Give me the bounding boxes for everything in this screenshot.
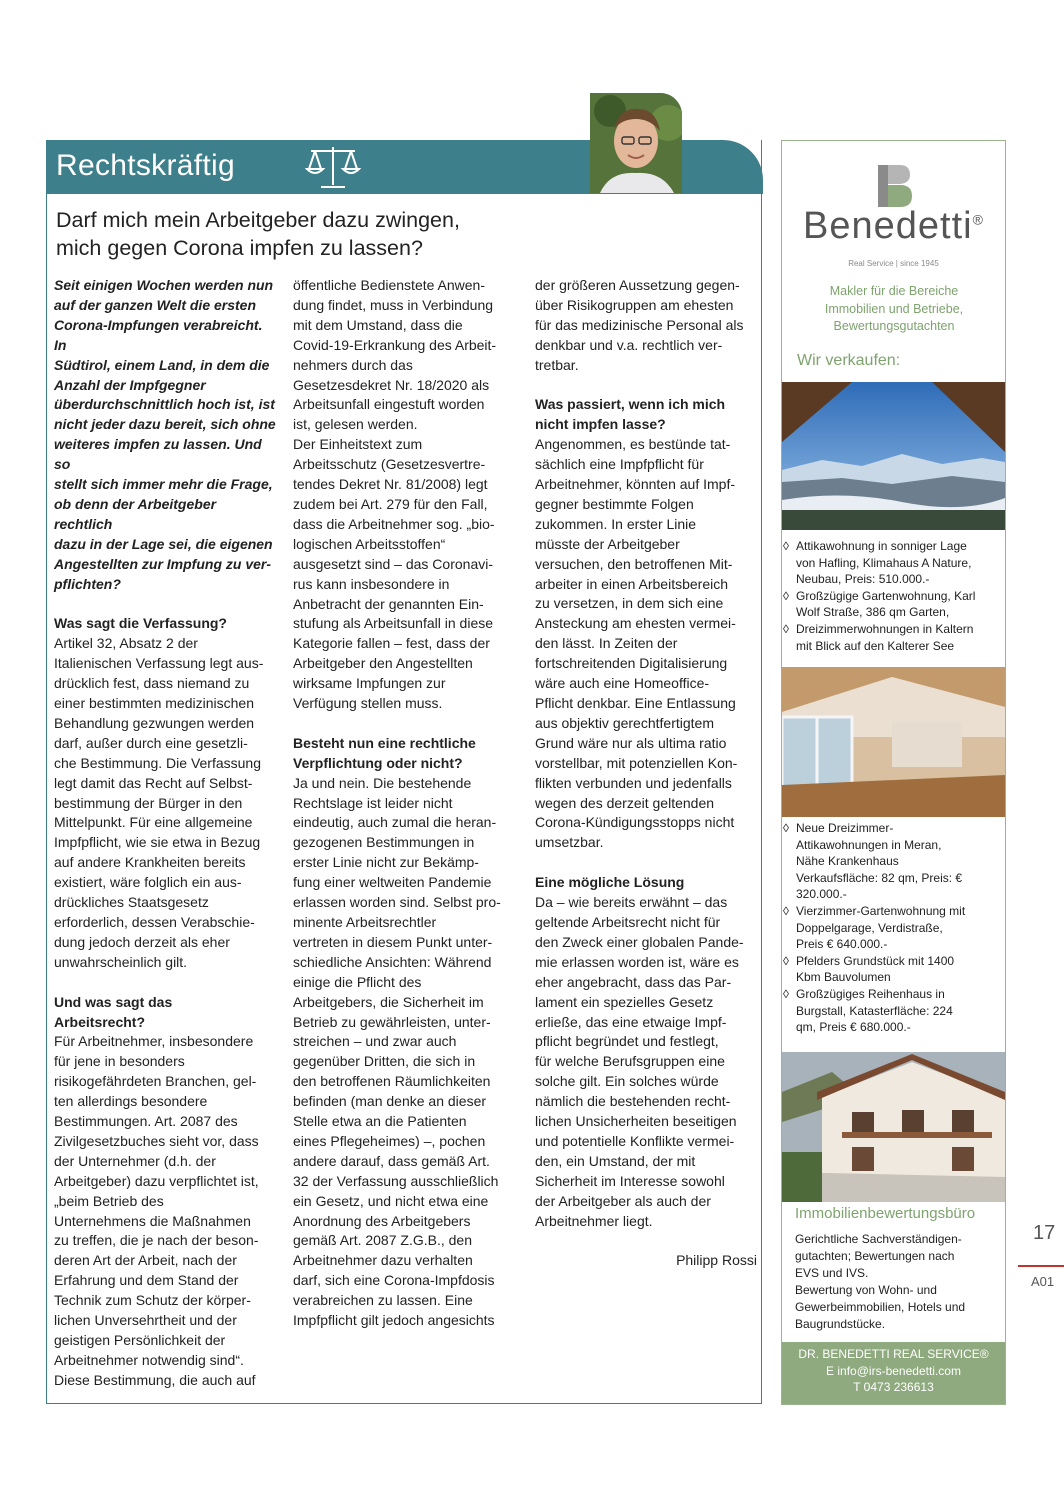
listing-item (783, 538, 993, 588)
listing-line: Neubau, Preis: 510.000.- (796, 572, 930, 587)
text-line: nicht impfen lasse? (535, 416, 666, 433)
paragraph-gap (54, 973, 276, 993)
article-column-2 (293, 276, 515, 1331)
text-line: logischen Arbeitsstoffen“ (293, 535, 446, 552)
text-line: Angenommen, es bestünde tat- (535, 436, 731, 453)
diamond-bullet-icon: ◊ (783, 953, 789, 968)
we-sell-heading: Wir verkaufen: (797, 352, 901, 369)
text-line: unwahrscheinlich gilt. (54, 953, 188, 970)
listing-line: 320.000.- (796, 887, 847, 902)
text-line: Eine mögliche Lösung (535, 874, 685, 891)
text-line: nämlich die bestehenden recht- (535, 1093, 731, 1110)
paragraph-gap (535, 853, 757, 873)
valuation-office-text: Gerichtliche Sachverständigen- gutachten; Bewertungen nach EVS und IVS. Bewertung von Wohn- und Gewerbeimmobilien, Hotels und Baugrundstücke. (795, 1232, 966, 1331)
text-line: Und was sagt das (54, 993, 173, 1010)
listing-line: von Hafling, Klimahaus A Nature, (796, 555, 972, 570)
text-line: Arbeitgeber) dazu verpflichtet ist, (54, 1172, 259, 1189)
text-line: der Unternehmer (d.h. der (54, 1152, 216, 1169)
article-column-3 (535, 276, 757, 1271)
text-line: Arbeitgebers, die Sicherheit im (293, 993, 484, 1010)
text-line: Grund wäre nur als ultima ratio (535, 734, 727, 751)
text-line: vertreten in diesem Punkt unter- (293, 933, 493, 950)
listing-line: Verkaufsfläche: 82 qm, Preis: € (796, 870, 963, 885)
text-line: flikten verbunden und jedenfalls (535, 774, 732, 791)
text-line: pflichten? (54, 575, 121, 592)
listing-line: Neue Dreizimmer- (796, 821, 894, 835)
listing-item (783, 588, 993, 621)
text-line: befinden (man denke an dieser (293, 1093, 487, 1110)
text-line: Impfpflicht gilt jedoch angesichts (293, 1312, 495, 1329)
diamond-bullet-icon: ◊ (783, 986, 789, 1001)
text-line: den lässt. In Zeiten der (535, 635, 678, 652)
text-line: für jene in besonders (54, 1053, 185, 1070)
text-line: 32 der Verfassung ausschließlich (293, 1172, 499, 1189)
text-line: ausgesetzt sind – das Coronavi- (293, 555, 493, 572)
author-name (535, 1251, 757, 1271)
text-line: Ja und nein. Die bestehende (293, 774, 472, 791)
listing-line: Preis € 640.000.- (796, 937, 888, 952)
text-line: Anordnung des Arbeitgebers (293, 1212, 471, 1229)
listing-line: Großzügiges Reihenhaus in (796, 986, 945, 1001)
text-line: erforderlich, dessen Verabschie- (54, 913, 255, 930)
text-line: überdurchschnittlich hoch ist, ist (54, 396, 275, 413)
text-line: che Bestimmung. Die Verfassung (54, 754, 261, 771)
text-line: Arbeitgeber den Angestellten (293, 655, 473, 672)
article-headline: Darf mich mein Arbeitgeber dazu zwingen, mich gegen Corona impfen zu lassen? (56, 208, 460, 260)
text-line: erster Linie nicht zur Bekämp- (293, 854, 479, 871)
text-line: Arbeitnehmer dazu verhalten (293, 1252, 473, 1269)
text-line: tretbar. (535, 356, 579, 373)
text-line: für das medizinische Personal als (535, 316, 744, 333)
paragraph (535, 276, 757, 376)
text-line: Philipp Rossi (676, 1252, 757, 1269)
contact-box (782, 1342, 1005, 1404)
paragraph (293, 774, 515, 1331)
text-line: Arbeitnehmer liegt. (535, 1212, 653, 1229)
text-line: Corona-Impfungen verabreicht. In (54, 316, 263, 353)
text-line: Besteht nun eine rechtliche (293, 734, 476, 751)
text-line: erlassen worden sind. Selbst pro- (293, 894, 501, 911)
page-number-rule (1018, 1265, 1064, 1267)
text-line: eines Pflegeheimes) –, pochen (293, 1132, 486, 1149)
text-line: Zivilgesetzbuches sieht vor, dass (54, 1132, 259, 1149)
text-line: dazu in der Lage sei, die eigenen (54, 535, 273, 552)
text-line: den, ein Umstand, der mit (535, 1152, 696, 1169)
listing-item (783, 953, 993, 986)
paragraph-gap (54, 595, 276, 615)
listing-item (783, 903, 993, 953)
listing-line: Vierzimmer-Gartenwohnung mit (796, 903, 966, 918)
text-line: drückliches Staatsgesetz (54, 894, 209, 911)
townhouse-photo (782, 1052, 1005, 1202)
diamond-bullet-icon: ◊ (783, 539, 789, 553)
text-line: und potentielle Konflikte vermei- (535, 1132, 735, 1149)
listing-line: Wolf Straße, 386 qm Garten, (796, 605, 950, 620)
text-line: Behandlung gezwungen werden (54, 714, 255, 731)
text-line: ob denn der Arbeitgeber rechtlich (54, 495, 217, 532)
listing-line: Pfelders Grundstück mit 1400 (796, 953, 955, 968)
text-line: Kategorie fallen – fest, dass der (293, 635, 490, 652)
text-line: gemäß Art. 2087 Z.G.B., den (293, 1232, 472, 1249)
section-heading (293, 734, 515, 774)
text-line: pflicht begründet und festlegt, (535, 1033, 719, 1050)
listing-line: Kbm Bauvolumen (796, 970, 891, 985)
text-line: schiedliche Ansichten: Während (293, 953, 492, 970)
text-line: fung einer weltweiten Pandemie (293, 874, 492, 891)
text-line: stufung als Arbeitsunfall in diese (293, 615, 494, 632)
listing-line: qm, Preis € 680.000.- (796, 1020, 911, 1035)
text-line: auf der ganzen Welt die ersten (54, 296, 257, 313)
text-line: Gesetzesdekret Nr. 18/2020 als (293, 376, 490, 393)
text-line: Arbeitsunfall eingestuft worden (293, 396, 485, 413)
text-line: Was sagt die Verfassung? (54, 615, 227, 632)
attic-room-photo (782, 667, 1005, 817)
listing-group-2 (783, 820, 993, 1036)
paragraph (54, 1032, 276, 1390)
text-line: der Arbeitgeber als auch der (535, 1192, 711, 1209)
text-line: drücklich fest, dass niemand zu (54, 675, 250, 692)
text-line: Was passiert, wenn ich mich (535, 396, 726, 413)
text-line: Pflicht denkbar. Eine Entlassung (535, 695, 736, 712)
text-line: gezogenen Bestimmungen in (293, 834, 475, 851)
text-line: sächlich eine Impfpflicht für (535, 456, 704, 473)
text-line: Südtirol, einem Land, in dem die (54, 356, 270, 373)
text-line: existiert, wäre folglich ein aus- (54, 874, 242, 891)
text-line: lichen Unversehrtheit und der (54, 1312, 237, 1329)
text-line: stellt sich immer mehr die Frage, (54, 476, 273, 493)
text-line: einige die Pflicht des (293, 973, 422, 990)
contact-email[interactable]: E info@irs-benedetti.com (826, 1363, 961, 1378)
text-line: dung jedoch derzeit als eher (54, 933, 230, 950)
mountain-view-photo (782, 382, 1005, 530)
text-line: fortschreitenden Digitalisierung (535, 655, 728, 672)
text-line: eher angebracht, dass das Par- (535, 973, 732, 990)
listing-line: mit Blick auf den Kalterer See (796, 638, 955, 653)
text-line: eindeutig, auch zumal die heran- (293, 814, 497, 831)
text-line: Für Arbeitnehmer, insbesondere (54, 1033, 254, 1050)
text-line: Italienischen Verfassung legt aus- (54, 655, 264, 672)
text-line: wegen des derzeit geltenden (535, 794, 715, 811)
text-line: minente Arbeitsrechtler (293, 913, 437, 930)
diamond-bullet-icon: ◊ (783, 621, 789, 636)
column-title: Rechtskräftig (56, 149, 235, 182)
text-line: aus objektiv gerechtfertigtem (535, 714, 714, 731)
text-line: über Risikogruppen am ehesten (535, 296, 734, 313)
text-line: Arbeitnehmer, könnten auf Impf- (535, 476, 735, 493)
text-line: Sicherheit im Interesse sowohl (535, 1172, 725, 1189)
text-line: öffentliche Bedienstete Anwen- (293, 277, 485, 293)
text-line: Seit einigen Wochen werden nun (54, 277, 274, 293)
page-code: A01 (1031, 1274, 1055, 1289)
text-line: verabreichen zu lassen. Eine (293, 1292, 473, 1309)
text-line: Stelle etwa an die Patienten (293, 1113, 467, 1130)
text-line: streichen – und zwar auch (293, 1033, 457, 1050)
text-line: den Zweck einer globalen Pande- (535, 933, 744, 950)
section-heading (535, 395, 757, 435)
text-line: nicht jeder dazu bereit, sich ohne (54, 416, 276, 433)
text-line: zu versetzen, in dem sich eine (535, 595, 724, 612)
text-line: dung findet, muss in Verbindung (293, 296, 494, 313)
text-line: Impfpflicht, wie sie etwa in Bezug (54, 834, 261, 851)
text-line: mit dem Umstand, dass die (293, 316, 463, 333)
text-line: Ansteckung am ehesten vermei- (535, 615, 736, 632)
listing-item (783, 621, 993, 654)
contact-phone[interactable]: T 0473 236613 (853, 1380, 934, 1394)
listing-line: Burgstall, Katasterfläche: 224 (796, 1003, 953, 1018)
text-line: Artikel 32, Absatz 2 der (54, 635, 198, 652)
text-line: vorstellbar, mit potenziellen Kon- (535, 754, 738, 771)
listing-line: Attikawohnungen in Meran, (796, 837, 942, 852)
scales-of-justice-icon (305, 143, 361, 191)
text-line: versuchen, den betroffenen Mit- (535, 555, 733, 572)
text-line: der größeren Aussetzung gegen- (535, 277, 740, 293)
text-line: erließe, das eine etwaige Impf- (535, 1013, 727, 1030)
text-line: solche gilt. Ein solches würde (535, 1073, 719, 1090)
text-line: denkbar und v.a. rechtlich ver- (535, 336, 723, 353)
company-name: DR. BENEDETTI REAL SERVICE® (798, 1347, 989, 1361)
page-number: 17 (1033, 1222, 1056, 1244)
text-line: Technik zum Schutz der körper- (54, 1292, 251, 1309)
text-line: Anzahl der Impfgegner (54, 376, 206, 393)
text-line: „beim Betrieb des (54, 1192, 164, 1209)
paragraph-gap (293, 714, 515, 734)
text-line: zukommen. In erster Linie (535, 515, 697, 532)
text-line: dass die Arbeitnehmer sog. „bio- (293, 515, 495, 532)
text-line: zudem bei Art. 279 für den Fall, (293, 495, 488, 512)
text-line: nehmers durch das (293, 356, 413, 373)
diamond-bullet-icon: ◊ (783, 821, 789, 835)
text-line: Rechtslage ist leider nicht (293, 794, 453, 811)
listing-line: Dreizimmerwohnungen in Kaltern (796, 621, 974, 636)
section-heading (535, 873, 757, 893)
text-line: gegner bestimmte Folgen (535, 495, 694, 512)
text-line: darf, sich eine Corona-Impfdosis (293, 1272, 495, 1289)
paragraph-gap (535, 376, 757, 396)
text-line: Arbeitsrecht? (54, 1013, 146, 1030)
text-line: darf, außer durch eine gesetzli- (54, 734, 248, 751)
text-line: ist, gelesen werden. (293, 416, 418, 433)
text-line: legt damit das Recht auf Selbst- (54, 774, 253, 791)
text-line: weiteres impfen zu lassen. Und so (54, 436, 262, 473)
paragraph (535, 893, 757, 1231)
text-line: Verfügung stellen muss. (293, 695, 443, 712)
paragraph (535, 435, 757, 853)
listing-item (783, 986, 993, 1036)
text-line: den betroffenen Räumlichkeiten (293, 1073, 491, 1090)
text-line: gegenüber Dritten, die sich in (293, 1053, 476, 1070)
text-line: Betrieb zu gewährleisten, unter- (293, 1013, 491, 1030)
text-line: risikogefährdeten Branchen, gel- (54, 1073, 257, 1090)
paragraph (54, 634, 276, 972)
text-line: Unternehmens die Maßnahmen (54, 1212, 251, 1229)
text-line: ten allerdings besondere (54, 1093, 208, 1110)
text-line: lament ein spezielles Gesetz (535, 993, 714, 1010)
article-column-1 (54, 276, 276, 1391)
text-line: tendes Dekret Nr. 81/2008) legt (293, 476, 488, 493)
text-line: Bestimmungen. Art. 2087 des (54, 1113, 238, 1130)
text-line: bestimmung der Bürger in den (54, 794, 243, 811)
author-photo (590, 93, 682, 193)
listing-line: Doppelgarage, Verdistraße, (796, 920, 943, 935)
text-line: ein Gesetz, und nicht etwa eine (293, 1192, 489, 1209)
text-line: Arbeitnehmer notwendig sind“. (54, 1351, 244, 1368)
text-line: Erfahrung und dem Stand der (54, 1272, 239, 1289)
text-line: Covid-19-Erkrankung des Arbeit- (293, 336, 497, 353)
text-line: arbeiter in einen Arbeitsbereich (535, 575, 729, 592)
listing-group-1 (783, 538, 993, 654)
text-line: umsetzbar. (535, 834, 604, 851)
text-line: Der Einheitstext zum (293, 436, 423, 453)
text-line: Arbeitsschutz (Gesetzesvertre- (293, 456, 486, 473)
benedetti-logo-mark (876, 163, 914, 209)
brand-name: Benedetti® (803, 205, 984, 247)
text-line: einer bestimmten medizinischen (54, 695, 254, 712)
text-line: Angestellten zur Impfung zu ver- (54, 555, 272, 572)
diamond-bullet-icon: ◊ (783, 903, 789, 918)
article-lead (54, 276, 276, 595)
brand-tagline: Real Service | since 1945 (848, 259, 939, 268)
text-line: mie erlassen worden ist, wäre es (535, 953, 739, 970)
text-line: Corona-Kündigungsstopps nicht (535, 814, 735, 831)
text-line: müsste der Arbeitgeber (535, 535, 680, 552)
text-line: wirksame Impfungen zur (293, 675, 446, 692)
listing-line: Attikawohnung in sonniger Lage (796, 539, 967, 553)
text-line: wäre auch eine Homeoffice- (535, 675, 710, 692)
text-line: geltende Arbeitsrecht nicht für (535, 913, 721, 930)
text-line: Verpflichtung oder nicht? (293, 754, 463, 771)
section-heading (54, 614, 276, 634)
text-line: Diese Bestimmung, die auch auf (54, 1371, 256, 1388)
text-line: Anbetracht der genannten Ein- (293, 595, 484, 612)
text-line: geistigen Persönlichkeit der (54, 1332, 226, 1348)
section-heading (54, 993, 276, 1033)
text-line: Mittelpunkt. Für eine allgemeine (54, 814, 253, 831)
text-line: für welche Berufsgruppen eine (535, 1053, 725, 1070)
listing-line: Großzügige Gartenwohnung, Karl (796, 588, 976, 603)
valuation-office-heading: Immobilienbewertungsbüro (795, 1205, 976, 1222)
text-line: zu treffen, die je nach der beson- (54, 1232, 259, 1249)
paragraph-gap (535, 1231, 757, 1251)
text-line: andere darauf, dass gemäß Art. (293, 1152, 490, 1169)
text-line: Da – wie bereits erwähnt – das (535, 894, 728, 911)
diamond-bullet-icon: ◊ (783, 588, 789, 603)
listing-line: Nähe Krankenhaus (796, 854, 899, 869)
paragraph (293, 276, 515, 714)
text-line: lichen Unsicherheiten beseitigen (535, 1113, 737, 1130)
text-line: rus kann insbesondere in (293, 575, 450, 592)
ad-description: Makler für die Bereiche Immobilien und Betriebe, Bewertungsgutachten (824, 284, 964, 333)
text-line: deren Art der Arbeit, nach der (54, 1252, 237, 1269)
listing-item (783, 820, 993, 903)
text-line: auf andere Krankheiten bereits (54, 854, 246, 871)
